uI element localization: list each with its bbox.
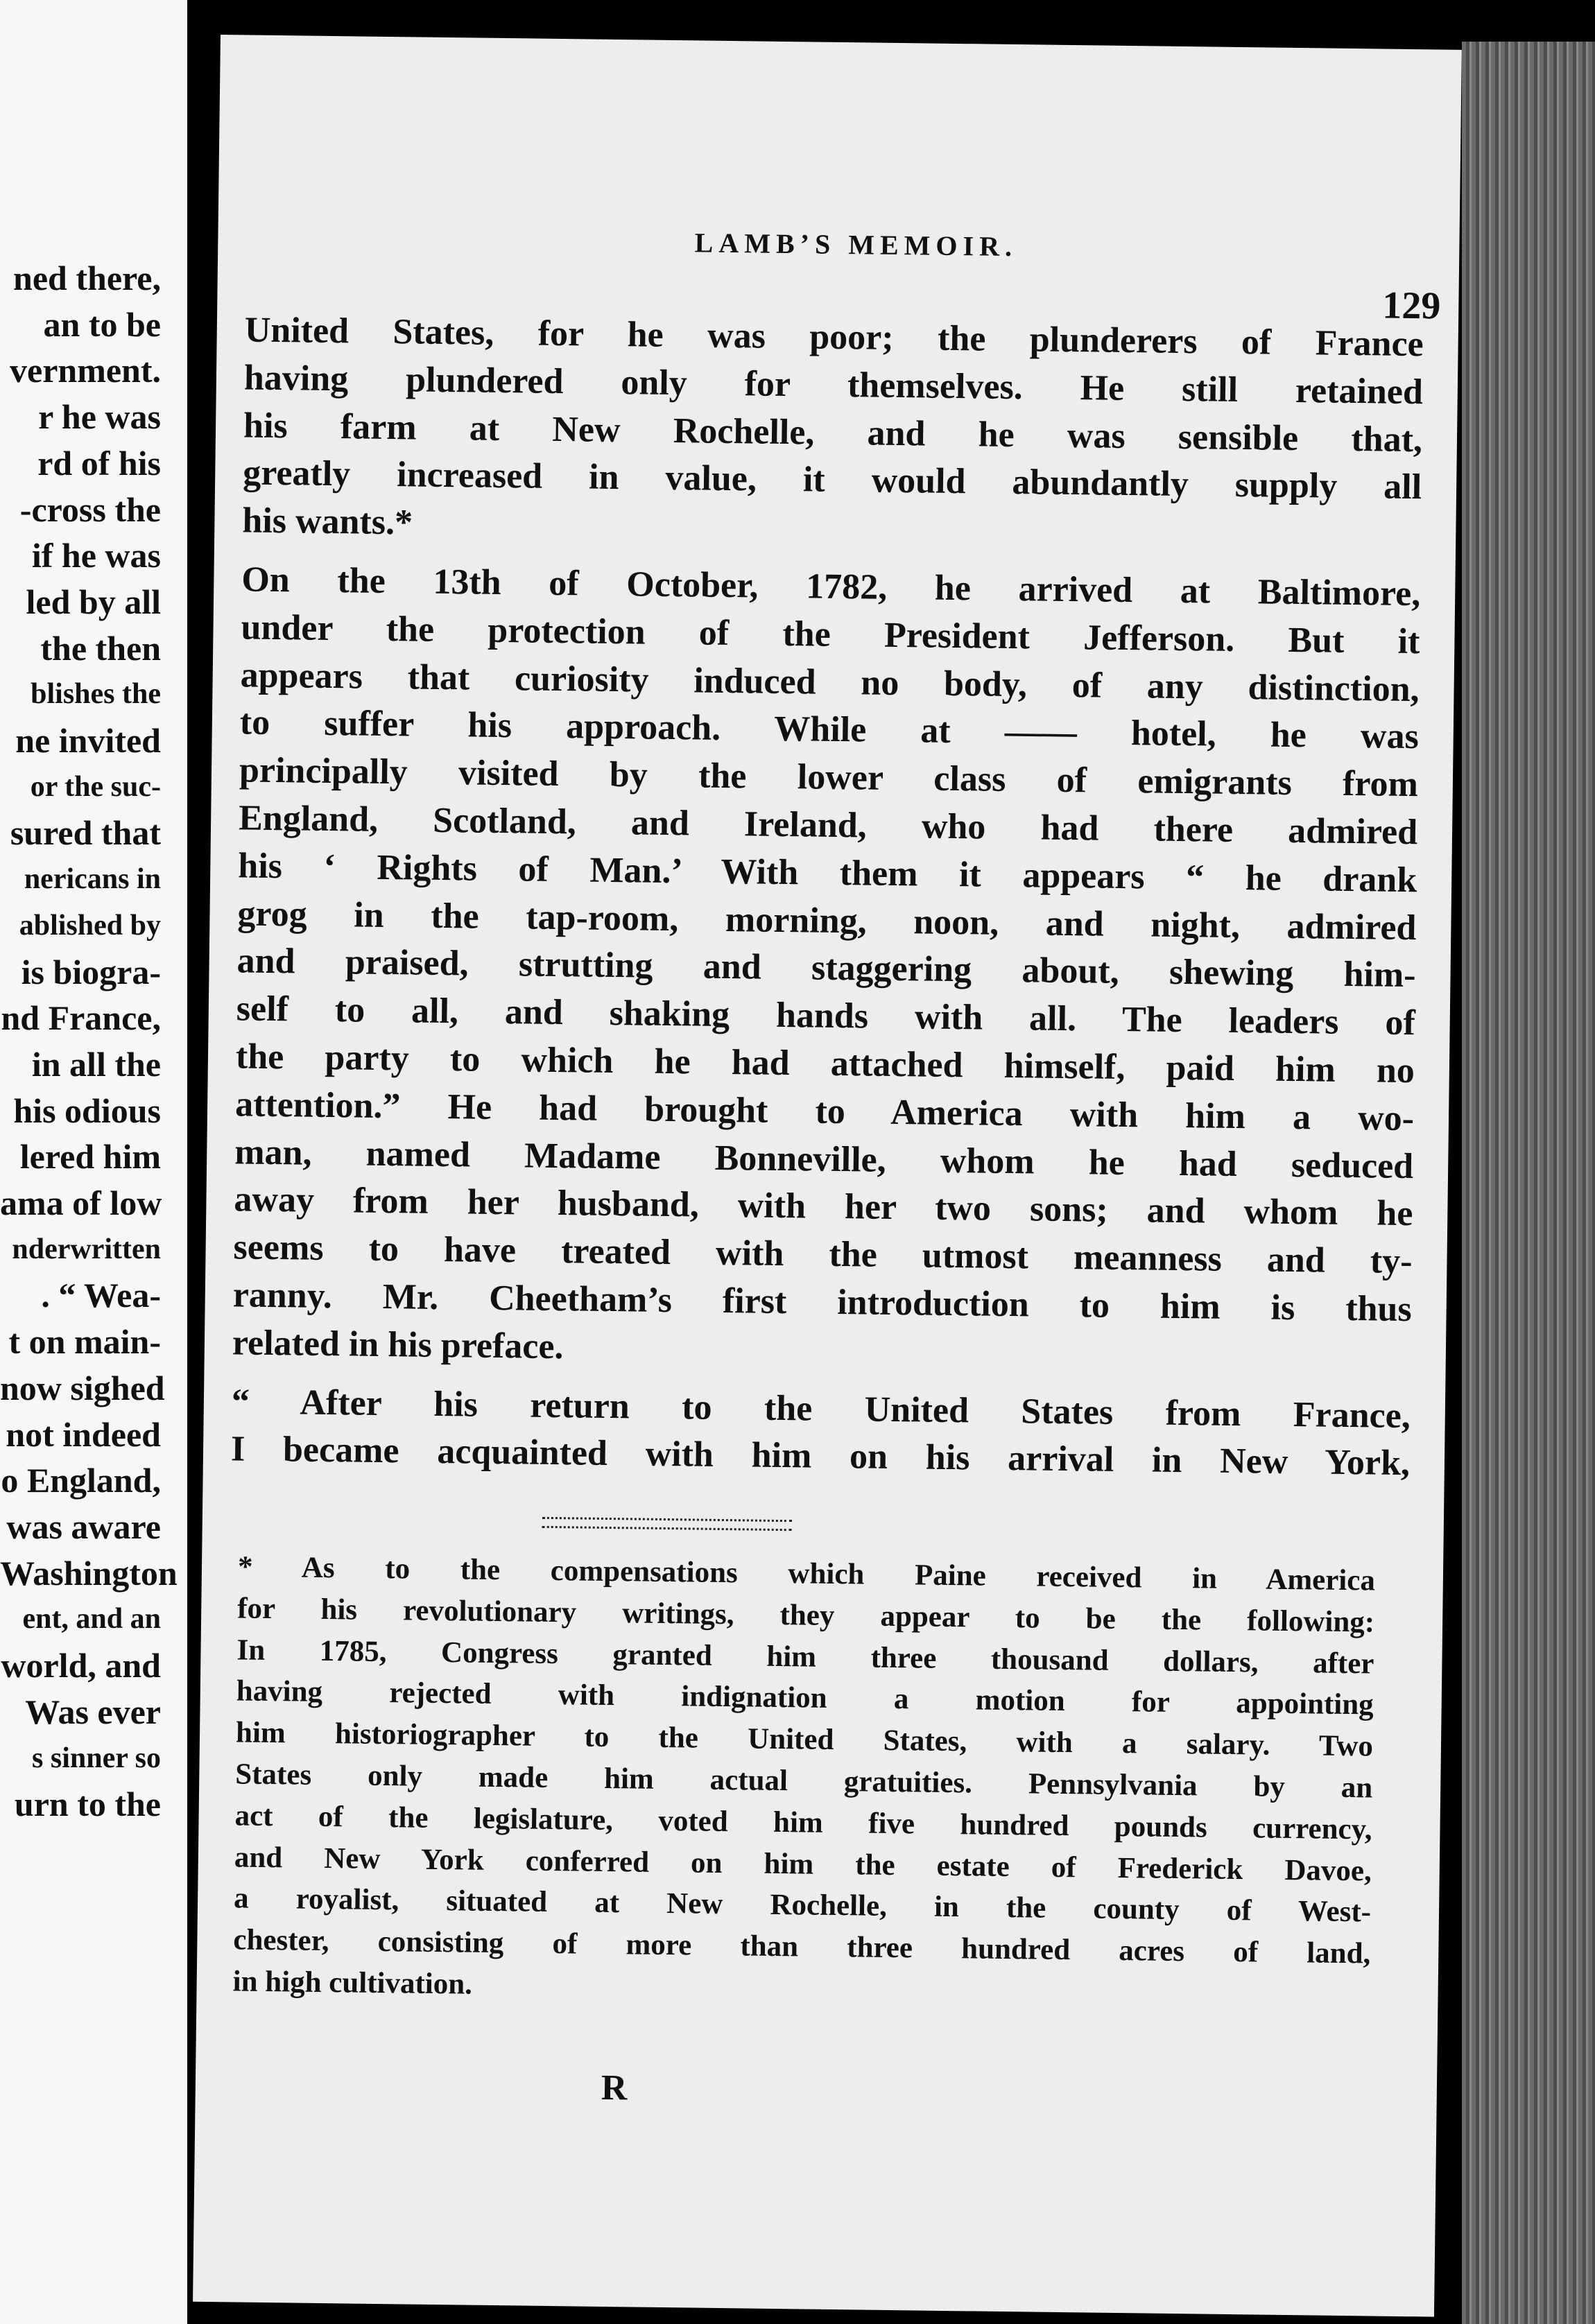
- left-page-line: sured that: [10, 813, 161, 853]
- footnote-line: and New York conferred on him the estate of Frederick Davoe,: [234, 1841, 1372, 1888]
- body-paragraph: [242, 306, 1424, 560]
- body-line: away from her husband, with her two sons; and whom he: [234, 1179, 1413, 1234]
- left-page-line: urn to the: [14, 1785, 161, 1824]
- body-text: [231, 306, 1424, 1488]
- left-page-line: ne invited: [15, 721, 161, 761]
- left-page-line: Was ever: [25, 1692, 161, 1731]
- left-page-line: not indeed: [6, 1414, 161, 1454]
- left-page-line: led by all: [26, 582, 161, 621]
- left-page-line: Washington: [0, 1553, 178, 1593]
- body-line: appears that curiosity induced no body, of any distinction,: [240, 655, 1420, 709]
- body-line: man, named Madame Bonneville, whom he had seduced: [234, 1131, 1414, 1186]
- body-line: “ After his return to the United States from France,: [231, 1381, 1411, 1436]
- body-line: his ‘ Rights of Man.’ With them it appears “ he drank: [238, 846, 1417, 900]
- left-page-line: ablished by: [19, 909, 161, 942]
- body-paragraph: [232, 556, 1421, 1381]
- body-line: his wants.*: [242, 501, 413, 543]
- body-line: under the protection of the President Jefferson. But it: [241, 607, 1420, 661]
- footnote-line: a royalist, situated at New Rochelle, in the county of West-: [233, 1882, 1372, 1929]
- body-line: ranny. Mr. Cheetham’s first introduction to him is thus: [232, 1275, 1413, 1330]
- left-page-line: vernment.: [10, 351, 161, 390]
- footnote-line: having rejected with indignation a motion for appointing: [236, 1674, 1374, 1722]
- left-page-line: . “ Wea-: [41, 1276, 161, 1315]
- left-page-line: is biogra-: [21, 952, 161, 991]
- left-page-line: was aware: [6, 1507, 161, 1546]
- book-page: [193, 35, 1462, 2317]
- body-line: United States, for he was poor; the plunderers of France: [244, 310, 1424, 365]
- left-page-line: lered him: [19, 1137, 161, 1177]
- body-line: the party to which he had attached himself, paid him no: [235, 1037, 1415, 1091]
- left-facing-page: [0, 0, 198, 2324]
- left-page-line: r he was: [38, 397, 161, 437]
- left-page-line: ent, and an: [22, 1603, 161, 1636]
- page-number: 129: [1381, 284, 1441, 328]
- left-page-line: rd of his: [37, 443, 161, 483]
- footnote-line: In 1785, Congress granted him three thousand dollars, after: [236, 1633, 1374, 1681]
- book-fore-edge: [1462, 42, 1595, 2324]
- body-line: I became acquainted with him on his arrival in New York,: [230, 1429, 1411, 1484]
- body-line: grog in the tap-room, morning, noon, and night, admired: [237, 893, 1417, 948]
- body-line: seems to have treated with the utmost meanness and ty-: [233, 1227, 1413, 1282]
- body-line: having plundered only for themselves. He still retained: [243, 358, 1424, 413]
- body-line: attention.” He had brought to America with him a wo-: [234, 1084, 1415, 1138]
- body-line: self to all, and shaking hands with all. The leaders of: [236, 989, 1416, 1043]
- footnote-line: act of the legislature, voted him five hundred pounds currency,: [234, 1799, 1372, 1846]
- footnote-line: for his revolutionary writings, they appear to be the following:: [236, 1592, 1375, 1639]
- left-page-line: now sighed: [0, 1368, 165, 1407]
- left-page-line: or the suc-: [30, 770, 161, 803]
- left-page-line: blishes the: [31, 678, 161, 711]
- running-head: LAMB’S MEMOIR.: [694, 227, 1018, 263]
- left-page-line: if he was: [31, 536, 161, 575]
- left-page-line: an to be: [43, 304, 161, 344]
- left-page-line: world, and: [1, 1646, 161, 1685]
- body-paragraph: [231, 1378, 1411, 1488]
- footnote: [232, 1546, 1375, 2016]
- footnote-line: chester, consisting of more than three hundred acres of land,: [233, 1923, 1371, 1970]
- body-line: to suffer his approach. While at —— hotel, he was: [239, 702, 1420, 757]
- left-page-line: -cross the: [19, 489, 161, 529]
- footnote-line: him historiographer to the United States, with a salary. Two: [235, 1716, 1374, 1763]
- left-page-line: s sinner so: [32, 1742, 161, 1774]
- signature-mark: R: [601, 2067, 628, 2108]
- left-page-line: t on main-: [8, 1322, 161, 1362]
- left-page-line: ama of low: [0, 1183, 162, 1223]
- body-line: England, Scotland, and Ireland, who had there admired: [238, 798, 1418, 853]
- left-page-line: nericans in: [24, 863, 161, 896]
- body-line: his farm at New Rochelle, and he was sensible that,: [243, 406, 1423, 460]
- left-page-line: in all the: [31, 1044, 161, 1084]
- left-page-line: the then: [40, 628, 161, 668]
- footnote-line: States only made him actual gratuities. Pennsylvania by an: [235, 1758, 1373, 1805]
- left-page-line: ned there,: [13, 259, 161, 297]
- footnote-rule: [542, 1517, 792, 1531]
- body-line: principally visited by the lower class of emigrants from: [239, 750, 1419, 805]
- left-page-text: [0, 255, 178, 1828]
- left-page-line: nderwritten: [12, 1233, 161, 1265]
- footnote-line: in high cultivation.: [232, 1965, 473, 2001]
- body-line: greatly increased in value, it would abundantly supply all: [242, 453, 1422, 508]
- footnote-line: * As to the compensations which Paine received in America: [237, 1550, 1376, 1597]
- body-line: related in his preface.: [232, 1323, 564, 1367]
- body-line: and praised, strutting and staggering about, shewing him-: [236, 941, 1416, 996]
- left-page-line: his odious: [13, 1091, 161, 1130]
- body-line: On the 13th of October, 1782, he arrived at Baltimore,: [241, 560, 1421, 614]
- left-page-line: nd France,: [1, 998, 161, 1038]
- left-page-line: o England,: [1, 1461, 161, 1500]
